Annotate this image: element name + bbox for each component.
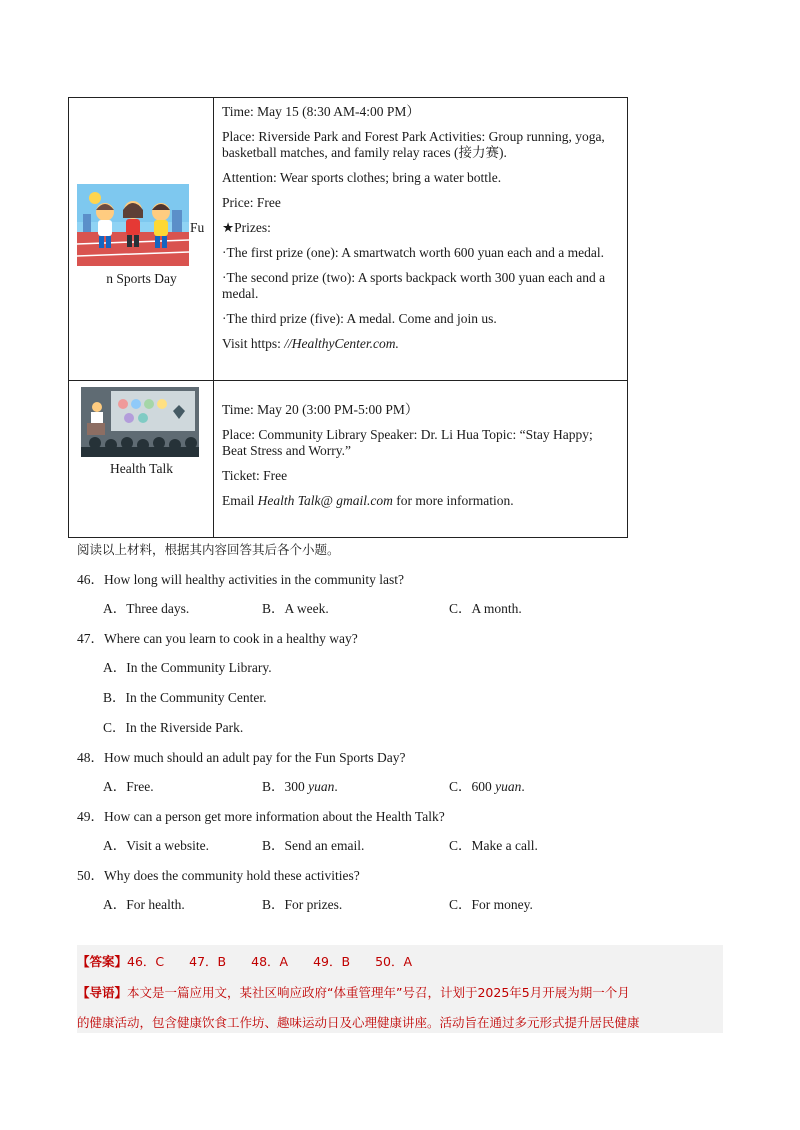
q47-option-a[interactable]: A．In the Community Library. <box>103 660 272 675</box>
sports-place: Place: Riverside Park and Forest Park Activities: Group running, yoga, basketball matches, and family relay races (接力赛). <box>222 129 605 160</box>
email-suffix: for more information. <box>392 493 514 508</box>
answer-section <box>77 945 723 1033</box>
q48-b-text: B．300 <box>262 779 309 794</box>
question-48: 48．How much should an adult pay for the Fun Sports Day? <box>77 750 406 765</box>
q50-option-c[interactable]: C．For money. <box>449 897 533 912</box>
third-prize: ·The third prize (five): A medal. Come and join us. <box>222 311 497 326</box>
q48-option-a[interactable]: A．Free. <box>103 779 154 794</box>
health-talk-row <box>69 381 627 537</box>
visit-prefix: Visit https: <box>222 336 285 351</box>
kids-running-illustration <box>77 184 189 266</box>
q48-c-period: . <box>521 779 525 794</box>
q47-option-c[interactable]: C．In the Riverside Park. <box>103 720 244 735</box>
fun-sports-day-details <box>214 98 627 380</box>
talk-ticket: Ticket: Free <box>222 468 288 483</box>
lecture-hall-illustration <box>81 387 199 457</box>
guide-text-1: 本文是一篇应用文，某社区响应政府“体重管理年”号召，计划于2025年5月开展为期一个月 <box>127 985 630 1000</box>
q48-option-b[interactable] <box>262 775 338 795</box>
question-50: 50．Why does the community hold these activities? <box>77 868 360 883</box>
event-table <box>68 97 628 538</box>
talk-place: Place: Community Library Speaker: Dr. Li Hua Topic: “Stay Happy; Beat Stress and Worry.” <box>222 427 593 458</box>
instruction-text: 阅读以上材料，根据其内容回答其后各个小题。 <box>77 542 340 557</box>
q49-option-a[interactable]: A．Visit a website. <box>103 838 210 853</box>
sports-time: Time: May 15 (8:30 AM-4:00 PM） <box>222 104 420 119</box>
guide-label: 【导语】 <box>77 985 128 1000</box>
email-prefix: Email <box>222 493 258 508</box>
q46-option-a[interactable]: A．Three days. <box>103 601 190 616</box>
visit-line <box>222 336 619 352</box>
sports-attention: Attention: Wear sports clothes; bring a water bottle. <box>222 170 502 185</box>
question-47: 47．Where can you learn to cook in a healthy way? <box>77 631 358 646</box>
talk-time: Time: May 20 (3:00 PM-5:00 PM） <box>222 402 419 417</box>
q46-option-b[interactable]: B．A week. <box>262 601 329 616</box>
health-talk-caption: Health Talk <box>110 461 173 476</box>
answer-label: 【答案】 <box>77 954 128 969</box>
first-prize: ·The first prize (one): A smartwatch worth 600 yuan each and a medal. <box>222 245 604 260</box>
website-link[interactable]: //HealthyCenter.com. <box>284 336 399 351</box>
question-49: 49．How can a person get more information about the Health Talk? <box>77 809 445 824</box>
q49-option-c[interactable]: C．Make a call. <box>449 838 538 853</box>
q48-option-c[interactable] <box>449 775 525 795</box>
question-46: 46．How long will healthy activities in the community last? <box>77 572 404 587</box>
guide-line-2: 的健康活动，包含健康饮食工作坊、趣味运动日及心理健康讲座。活动旨在通过多元形式提升居民健康 <box>77 1015 640 1030</box>
q50-option-b[interactable]: B．For prizes. <box>262 897 343 912</box>
sports-price: Price: Free <box>222 195 281 210</box>
q48-c-text: C．600 <box>449 779 496 794</box>
email-line <box>222 493 619 509</box>
q49-option-b[interactable]: B．Send an email. <box>262 838 365 853</box>
email-address[interactable]: Health Talk@ gmail.com <box>257 493 393 508</box>
second-prize: ·The second prize (two): A sports backpack worth 300 yuan each and a medal. <box>222 270 606 301</box>
fun-sports-day-cell <box>69 98 214 380</box>
q48-c-unit: yuan <box>495 779 522 794</box>
prizes-heading: ★Prizes: <box>222 220 271 235</box>
answer-line <box>77 952 412 970</box>
q50-option-a[interactable]: A．For health. <box>103 897 185 912</box>
health-talk-details <box>214 381 627 537</box>
guide-line-1 <box>77 983 630 1001</box>
fun-sports-day-row <box>69 98 627 381</box>
q48-b-period: . <box>334 779 338 794</box>
q47-option-b[interactable]: B．In the Community Center. <box>103 690 267 705</box>
health-talk-cell <box>69 381 214 537</box>
answer-values: 46．C 47．B 48．A 49．B 50．A <box>127 954 413 969</box>
fun-sports-day-caption: n Sports Day <box>106 271 177 286</box>
q46-option-c[interactable]: C．A month. <box>449 601 522 616</box>
caption-fragment: Fu <box>190 220 205 235</box>
q48-b-unit: yuan <box>308 779 335 794</box>
